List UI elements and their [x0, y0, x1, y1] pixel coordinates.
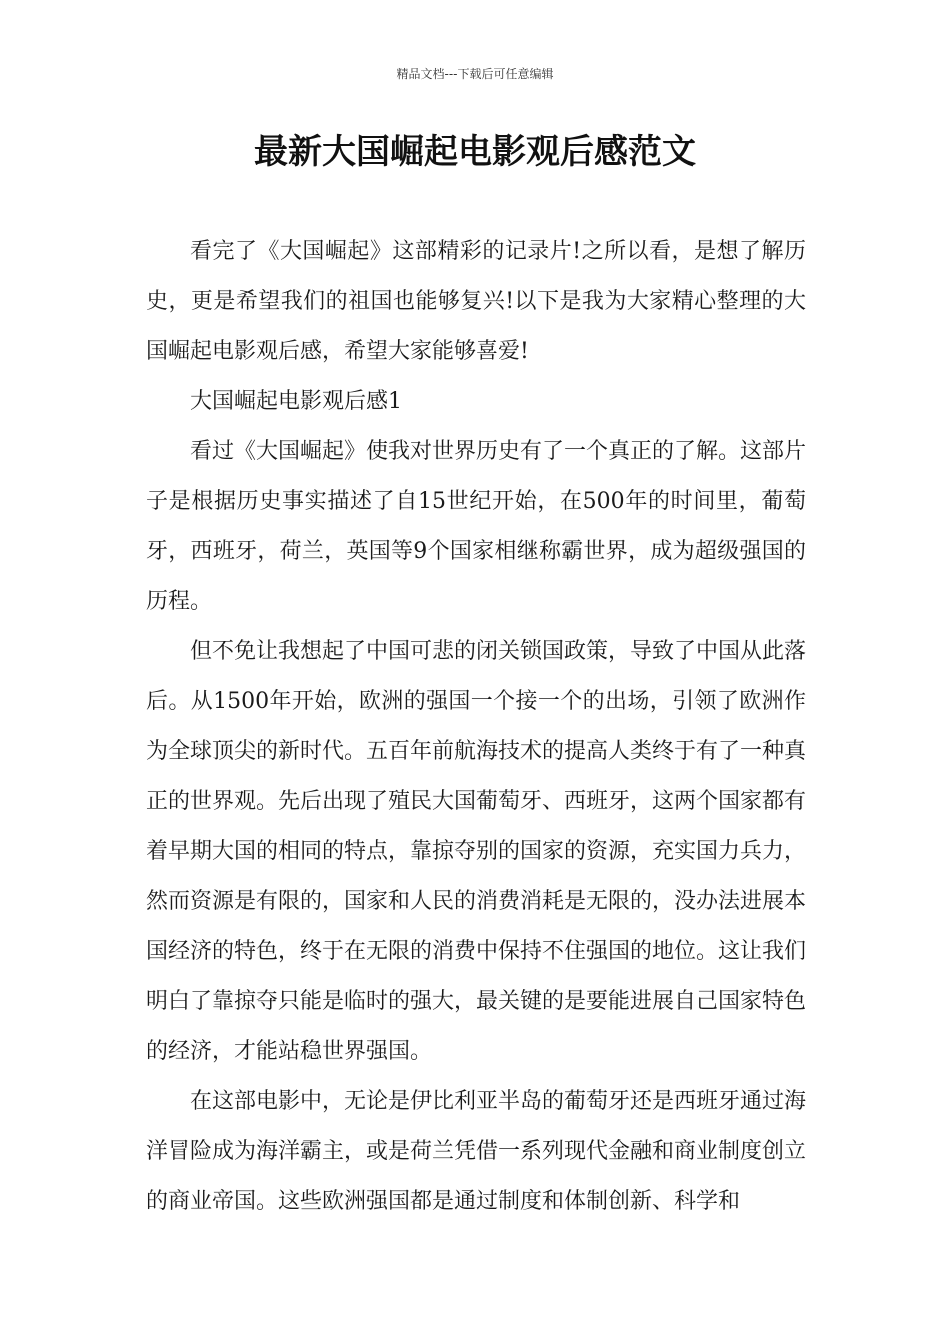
- section-heading: 大国崛起电影观后感1: [190, 389, 402, 414]
- header-note: 精品文档---下载后可任意编辑: [396, 67, 554, 81]
- document-title: 最新大国崛起电影观后感范文: [254, 132, 696, 172]
- document-body: [146, 227, 806, 1227]
- paragraph: 看过《大国崛起》使我对世界历史有了一个真正的了解。这部片子是根据历史事实描述了自15世纪开始，在500年的时间里，葡萄牙，西班牙，荷兰，英国等9个国家相继称霸世界，成为超级强国的历程。: [146, 439, 807, 614]
- paragraph-intro: 看完了《大国崛起》这部精彩的记录片!之所以看，是想了解历史，更是希望我们的祖国也能够复兴!以下是我为大家精心整理的大国崛起电影观后感，希望大家能够喜爱!: [146, 239, 806, 364]
- paragraph: 在这部电影中，无论是伊比利亚半岛的葡萄牙还是西班牙通过海洋冒险成为海洋霸主，或是荷兰凭借一系列现代金融和商业制度创立的商业帝国。这些欧洲强国都是通过制度和体制创新、科学和: [146, 1089, 807, 1214]
- paragraph: 但不免让我想起了中国可悲的闭关锁国政策，导致了中国从此落后。从1500年开始，欧洲的强国一个接一个的出场，引领了欧洲作为全球顶尖的新时代。五百年前航海技术的提高人类终于有了一种真正的世界观。先后出现了殖民大国葡萄牙、西班牙，这两个国家都有着早期大国的相同的特点，靠掠夺别的国家的资源，充实国力兵力，然而资源是有限的，国家和人民的消费消耗是无限的，没办法进展本国经济的特色，终于在无限的消费中保持不住强国的地位。这让我们明白了靠掠夺只能是临时的强大，最关键的是要能进展自己国家特色的经济，才能站稳世界强国。: [146, 639, 807, 1064]
